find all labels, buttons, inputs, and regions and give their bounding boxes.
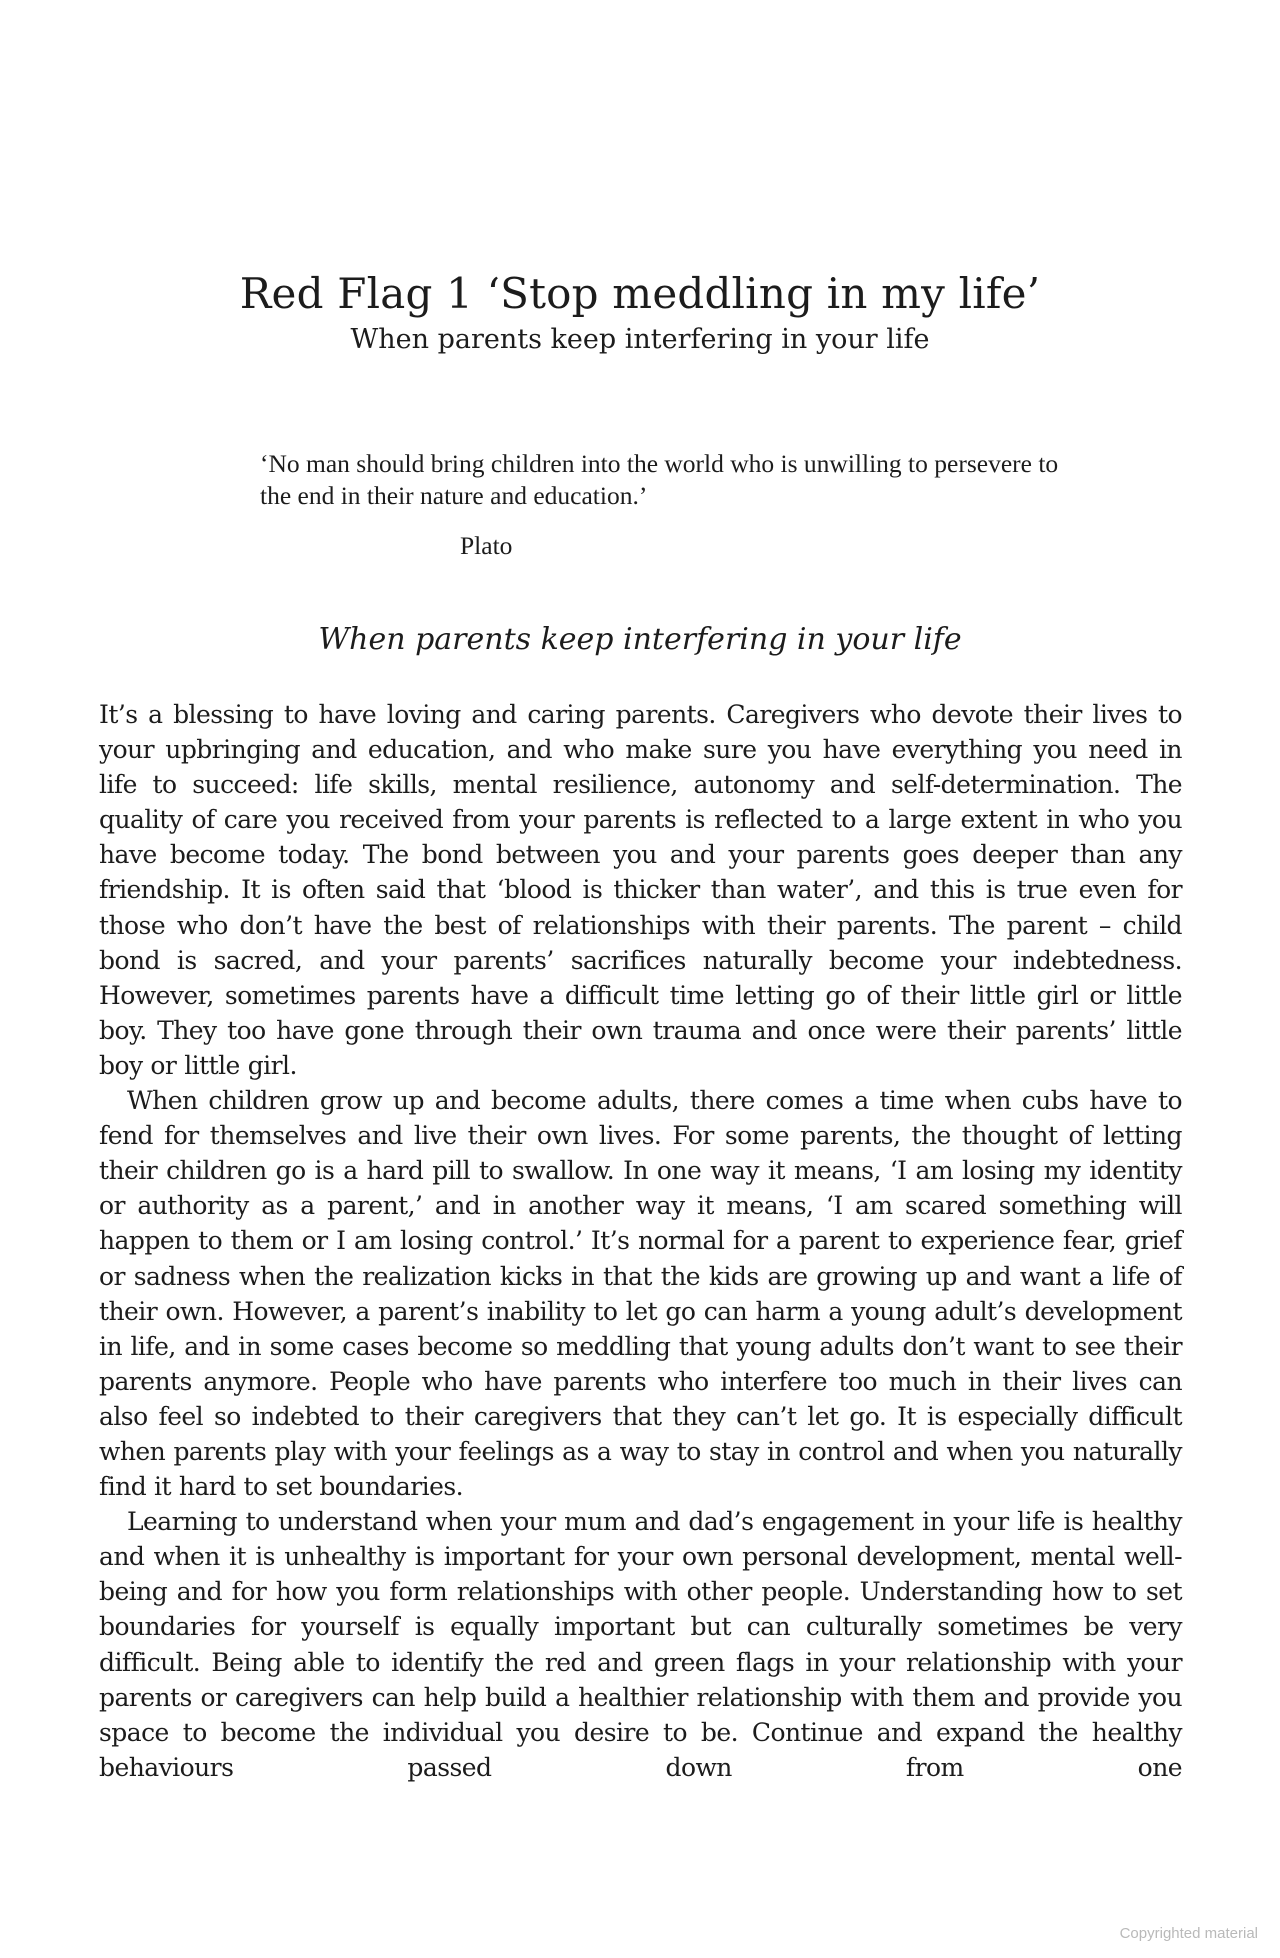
chapter-title: Red Flag 1 ‘Stop meddling in my life’: [239, 269, 1041, 318]
body-paragraph-1: It’s a blessing to have loving and caring parents. Caregivers who devote their lives to your upbringing and education, and who make sure you have everything you need in life to succeed: life skills, mental resilience, autonomy and self-determination. The quality of care you received from your parents is reflected to a large extent in who you have become today. The bond between you and your parents goes deeper than any friendship. It is often said that ‘blood is thicker than water’, and this is true even for those who don’t have the best of relationships with their parents. The parent – child bond is sacred, and your parents’ sacrifices naturally become your indebtedness. However, sometimes parents have a difficult time letting go of their little girl or little boy. They too have gone through their own trauma and once were their parents’ little boy or little girl.: [99, 700, 1182, 1080]
epigraph-author: Plato: [460, 531, 513, 560]
epigraph-quote: ‘No man should bring children into the world who is unwilling to persevere to the end in their nature and education.’: [260, 449, 1059, 510]
chapter-subtitle: When parents keep interfering in your life: [350, 324, 930, 355]
section-heading: When parents keep interfering in your life: [318, 622, 962, 657]
copyright-watermark: Copyrighted material: [1119, 1925, 1258, 1942]
body-text: [99, 697, 1182, 1785]
body-paragraph-3: Learning to understand when your mum and dad’s engagement in your life is healthy and when it is unhealthy is important for your own personal development, mental well-being and for how you form relationships with other people. Understanding how to set boundaries for yourself is equally important but can culturally sometimes be very difficult. Being able to identify the red and green flags in your relationship with your parents or caregivers can help build a healthier relationship with them and provide you space to become the individual you desire to be. Continue and expand the healthy behaviours passed down from one: [99, 1507, 1182, 1782]
body-paragraph-2: When children grow up and become adults, there comes a time when cubs have to fend for themselves and live their own lives. For some parents, the thought of letting their children go is a hard pill to swallow. In one way it means, ‘I am losing my identity or authority as a parent,’ and in another way it means, ‘I am scared something will happen to them or I am losing control.’ It’s normal for a parent to experience fear, grief or sadness when the realization kicks in that the kids are growing up and want a life of their own. However, a parent’s inability to let go can harm a young adult’s development in life, and in some cases become so meddling that young adults don’t want to see their parents anymore. People who have parents who interfere too much in their lives can also feel so indebted to their caregivers that they can’t let go. It is especially difficult when parents play with your feelings as a way to stay in control and when you naturally find it hard to set boundaries.: [99, 1086, 1182, 1502]
